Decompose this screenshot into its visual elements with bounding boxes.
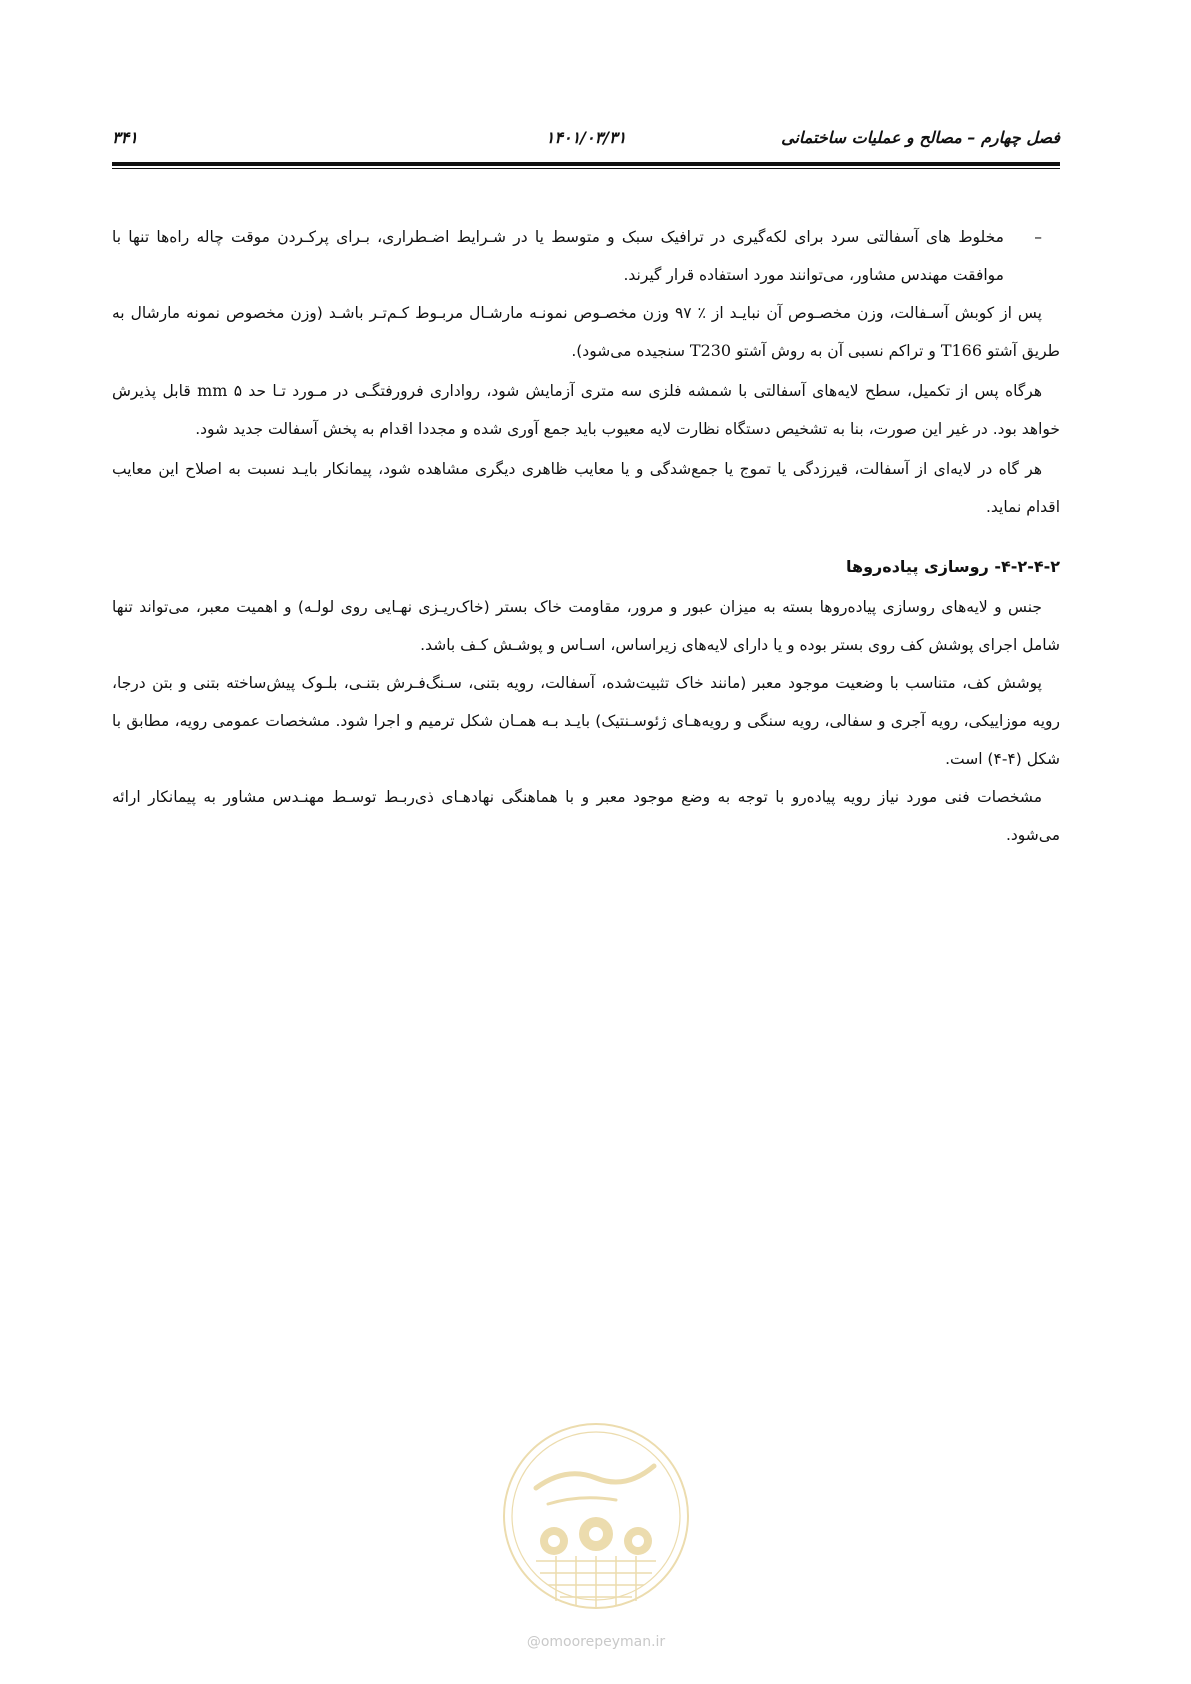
section-heading: ۴-۲-۴-۲- روسازی پیاده‌روها (846, 557, 1060, 576)
header-rule-thick (112, 162, 1060, 166)
watermark-url: @omoorepeyman.ir (526, 1634, 666, 1650)
page-number: ۳۴۱ (112, 128, 138, 147)
paragraph-compaction (112, 294, 1060, 370)
watermark (496, 1416, 696, 1656)
paragraph-tolerance (112, 372, 1060, 448)
standard-code-t230: T230 (689, 341, 732, 360)
running-header (112, 128, 1060, 152)
paragraph-text: پس از کوبش آسـفالت، وزن مخصـوص آن نبایـد از ٪ ۹۷ وزن مخصـوص نمونـه مارشـال مربـوط کـم‌تـر باشـد (وزن مخصوص نمونه مارشال به طریق آشتو (112, 304, 1060, 360)
chapter-title: فصل چهارم – مصالح و عملیات ساختمانی (781, 128, 1060, 147)
paragraph-surface-cover: پوشش کف، متناسب با وضعیت موجود معبر (مانند خاک تثبیت‌شده، آسفالت، رویه بتنی، سـنگ‌فـرش بتنـی، بلـوک پیش‌ساخته بتنی و بتن درجا، رویه موزاییکی، رویه آجری و سفالی، رویه سنگی و رویه‌هـای ژئوسـنتیک) بایـد بـه همـان شکل ترمیم و اجرا شود. مشخصات عمومی رویه، مطابق با شکل (۴-۴) است. (112, 674, 1060, 768)
paragraph-text: ۵ قابل پذیرش خواهد بود. در غیر این صورت، بنا به تشخیص دستگاه نظارت لایه معیوب باید جمع آوری شده و مجددا اقدام به پخش آسفالت جدید شود. (112, 382, 1060, 438)
header-date: ۱۴۰۱/۰۳/۳۱ (545, 128, 627, 147)
unit-mm: mm (197, 381, 228, 400)
paragraph-text: سنجیده می‌شود). (571, 342, 690, 360)
watermark-logo-icon (496, 1416, 696, 1626)
standard-code-t166: T166 (940, 341, 983, 360)
paragraph-sidewalk-layers: جنس و لایه‌های روسازی پیاده‌روها بسته به میزان عبور و مرور، مقاومت خاک بستر (خاک‌ریـزی نهـایی روی لولـه) و اهمیت معبر، می‌تواند تنها شامل اجرای پوشش کف روی بستر بوده و یا دارای لایه‌های زیراساس، اسـاس و پوشـش کـف باشد. (112, 598, 1060, 654)
bullet-item (112, 218, 1060, 294)
header-rule-thin (112, 168, 1060, 169)
bullet-dash: – (1034, 228, 1042, 246)
paragraph-specifications: مشخصات فنی مورد نیاز رویه پیاده‌رو با توجه به وضع موجود معبر و با هماهنگی نهادهـای ذی‌ربـط توسـط مهنـدس مشاور به پیمانکار ارائه می‌شود. (112, 788, 1060, 844)
page-body (112, 218, 1060, 854)
paragraph-text: هرگاه پس از تکمیل، سطح لایه‌های آسفالتی با شمشه فلزی سه متری آزمایش شود، رواداری فرورفتگـی در مـورد تـا حد (242, 382, 1042, 400)
bullet-text: مخلوط های آسفالتی سرد برای لکه‌گیری در ترافیک سبک و متوسط یا در شـرایط اضـطراری، بـرای پرکـردن موقت چاله راه‌ها تنها با موافقت مهندس مشاور، می‌توانند مورد استفاده قرار گیرند. (112, 228, 1004, 284)
paragraph-text: و تراکم نسبی آن به روش آشتو (731, 342, 941, 360)
paragraph-defects: هر گاه در لایه‌ای از آسفالت، قیرزدگی یا تموج یا جمع‌شدگی و یا معایب ظاهری دیگری مشاهده شود، پیمانکار بایـد نسبت به اصلاح این معایب اقدام نماید. (112, 460, 1060, 516)
